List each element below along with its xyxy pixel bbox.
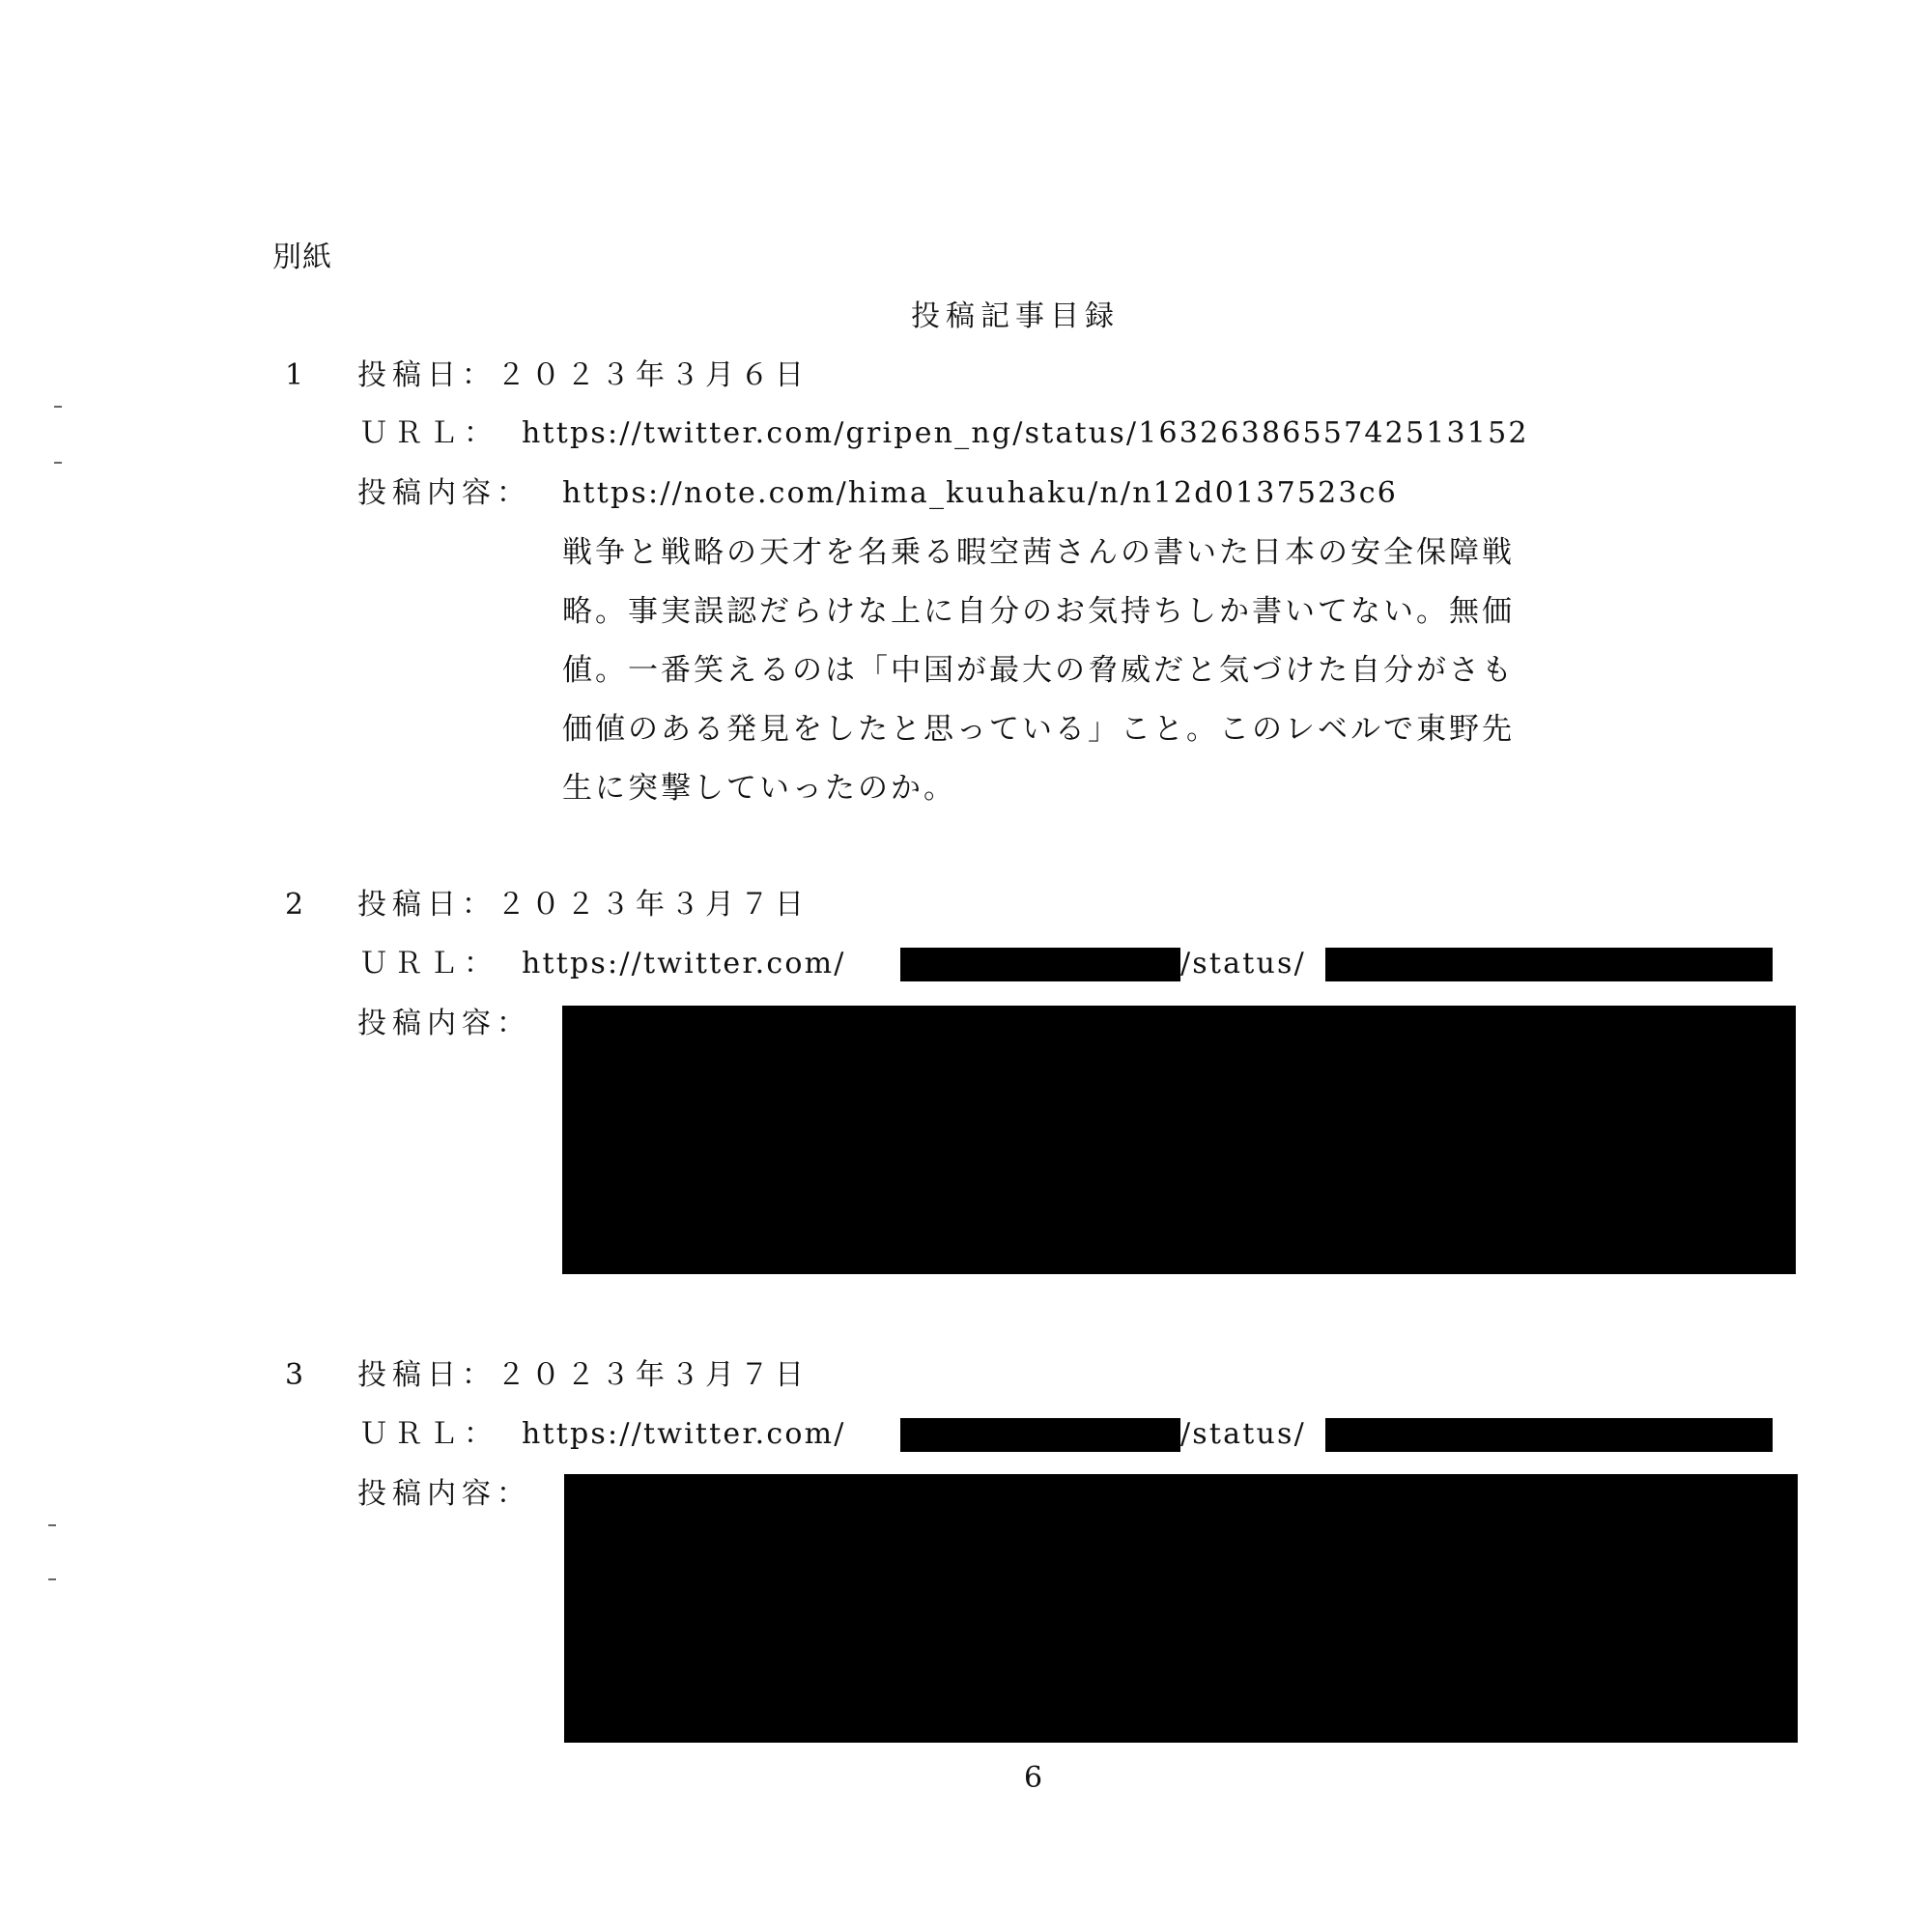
- url-label: ＵＲＬ：: [359, 416, 498, 450]
- content-label: 投稿内容：: [357, 1477, 531, 1511]
- scan-mark: [48, 1524, 56, 1526]
- content-line: 戦争と戦略の天才を名乗る暇空茜さんの書いた日本の安全保障戦: [562, 535, 1515, 570]
- content-line: 価値のある発見をしたと思っている」こと。このレベルで東野先: [562, 712, 1515, 747]
- redaction-box: [900, 1418, 1180, 1452]
- redaction-box: [900, 948, 1180, 981]
- entry-number: 2: [285, 888, 305, 922]
- scan-mark: [54, 462, 62, 464]
- content-line: 値。一番笑えるのは「中国が最大の脅威だと気づけた自分がさも: [562, 653, 1515, 688]
- entry-date: 投稿日：２０２３年３月７日: [357, 1358, 810, 1392]
- content-url: https://note.com/hima_kuuhaku/n/n12d0137523c6: [562, 476, 1399, 510]
- redaction-box: [564, 1474, 1798, 1743]
- content-line: 略。事実誤認だらけな上に自分のお気持ちしか書いてない。無価: [562, 594, 1515, 629]
- url-label: ＵＲＬ：: [359, 1417, 498, 1451]
- entry-url-prefix: https://twitter.com/: [522, 1417, 846, 1451]
- entry-date: 投稿日：２０２３年３月７日: [357, 888, 810, 922]
- page-number: 6: [1024, 1761, 1044, 1795]
- redaction-box: [1325, 1418, 1773, 1452]
- entry-url: https://twitter.com/gripen_ng/status/1632638655742513152: [522, 416, 1529, 450]
- entry-url-mid: /status/: [1180, 947, 1306, 980]
- entry-url-prefix: https://twitter.com/: [522, 947, 846, 980]
- content-label: 投稿内容：: [357, 1007, 531, 1040]
- content-line: 生に突撃していったのか。: [562, 771, 956, 806]
- content-label: 投稿内容：: [357, 476, 531, 510]
- entry-url-mid: /status/: [1180, 1417, 1306, 1451]
- redaction-box: [1325, 948, 1773, 981]
- attachment-label: 別紙: [272, 241, 332, 274]
- entry-number: 3: [285, 1358, 305, 1392]
- entry-number: 1: [285, 358, 305, 392]
- scan-mark: [54, 406, 62, 408]
- scan-mark: [48, 1578, 56, 1580]
- page-title: 投稿記事目録: [911, 299, 1120, 333]
- url-label: ＵＲＬ：: [359, 947, 498, 980]
- redaction-box: [562, 1006, 1796, 1274]
- entry-date: 投稿日：２０２３年３月６日: [357, 358, 810, 392]
